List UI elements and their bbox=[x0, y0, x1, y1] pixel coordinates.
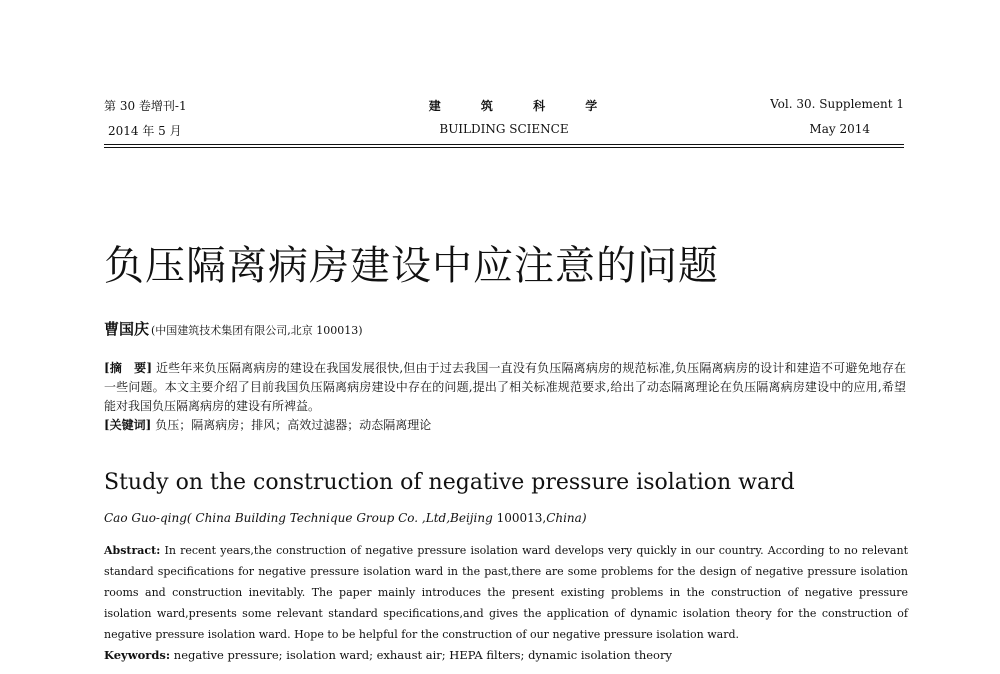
abstract-cn bbox=[104, 359, 906, 416]
journal-name-cn: 建 筑 科 学 bbox=[428, 99, 616, 113]
date-cn: 2014 年 5 月 bbox=[108, 124, 182, 138]
abstract-en bbox=[104, 540, 908, 645]
keywords-label-cn: [关键词] bbox=[104, 418, 152, 432]
author-affiliation-cn: (中国建筑技术集团有限公司,北京 100013) bbox=[151, 324, 363, 337]
date-en: May 2014 bbox=[809, 122, 870, 136]
abstract-label-cn: [摘 要] bbox=[104, 361, 153, 375]
author-name-cn: 曹国庆 bbox=[104, 320, 150, 338]
keywords-cn bbox=[104, 416, 431, 433]
journal-name-en: BUILDING SCIENCE bbox=[439, 122, 569, 136]
keywords-text-en: negative pressure; isolation ward; exhaust air; HEPA filters; dynamic isolation theory bbox=[173, 648, 672, 662]
keywords-label-en: Keywords: bbox=[104, 648, 171, 662]
title-cn: 负压隔离病房建设中应注意的问题 bbox=[104, 243, 719, 289]
keywords-text-cn: 负压；隔离病房；排风；高效过滤器；动态隔离理论 bbox=[155, 418, 432, 432]
abstract-text-en: In recent years,the construction of negative pressure isolation ward develops very quickly in our country. According to no relevant standard specifications for negative pressure isolation ward in the past,there are some problems for the design of negative pressure isolation rooms and construction inevitably. The paper mainly introduces the present existing problems in the construction of negative pressure isolation ward,presents some relevant standard specifications,and gives the application of dynamic isolation theory for the construction of negative pressure isolation ward. Hope to be helpful for the construction of our negative pressure isolation ward. bbox=[104, 544, 909, 641]
running-header-top bbox=[104, 97, 904, 115]
keywords-en bbox=[104, 648, 672, 662]
header-rule-top bbox=[104, 144, 904, 145]
author-country-en: China) bbox=[546, 511, 587, 525]
author-postcode-en: 100013, bbox=[496, 511, 547, 525]
abstract-label-en: Abstract: bbox=[104, 544, 161, 557]
author-name-affiliation-en: Cao Guo-qing( China Building Technique Group Co. ,Ltd,Beijing bbox=[104, 511, 497, 525]
title-en: Study on the construction of negative pressure isolation ward bbox=[104, 470, 795, 495]
running-header-bottom bbox=[104, 122, 904, 140]
volume-en: Vol. 30. Supplement 1 bbox=[770, 97, 904, 111]
header-rule-bottom bbox=[104, 147, 904, 148]
author-line-en bbox=[104, 511, 587, 525]
author-line-cn bbox=[104, 318, 363, 339]
volume-cn: 第 30 卷增刊-1 bbox=[104, 99, 187, 113]
abstract-text-cn: 近些年来负压隔离病房的建设在我国发展很快,但由于过去我国一直没有负压隔离病房的规范标准,负压隔离病房的设计和建造不可避免地存在一些问题。本文主要介绍了目前我国负压隔离病房建设中存在的问题,提出了相关标准规范要求,给出了动态隔离理论在负压隔离病房建设中的应用,希望能对我国负压隔离病房的建设有所裨益。 bbox=[104, 361, 906, 413]
